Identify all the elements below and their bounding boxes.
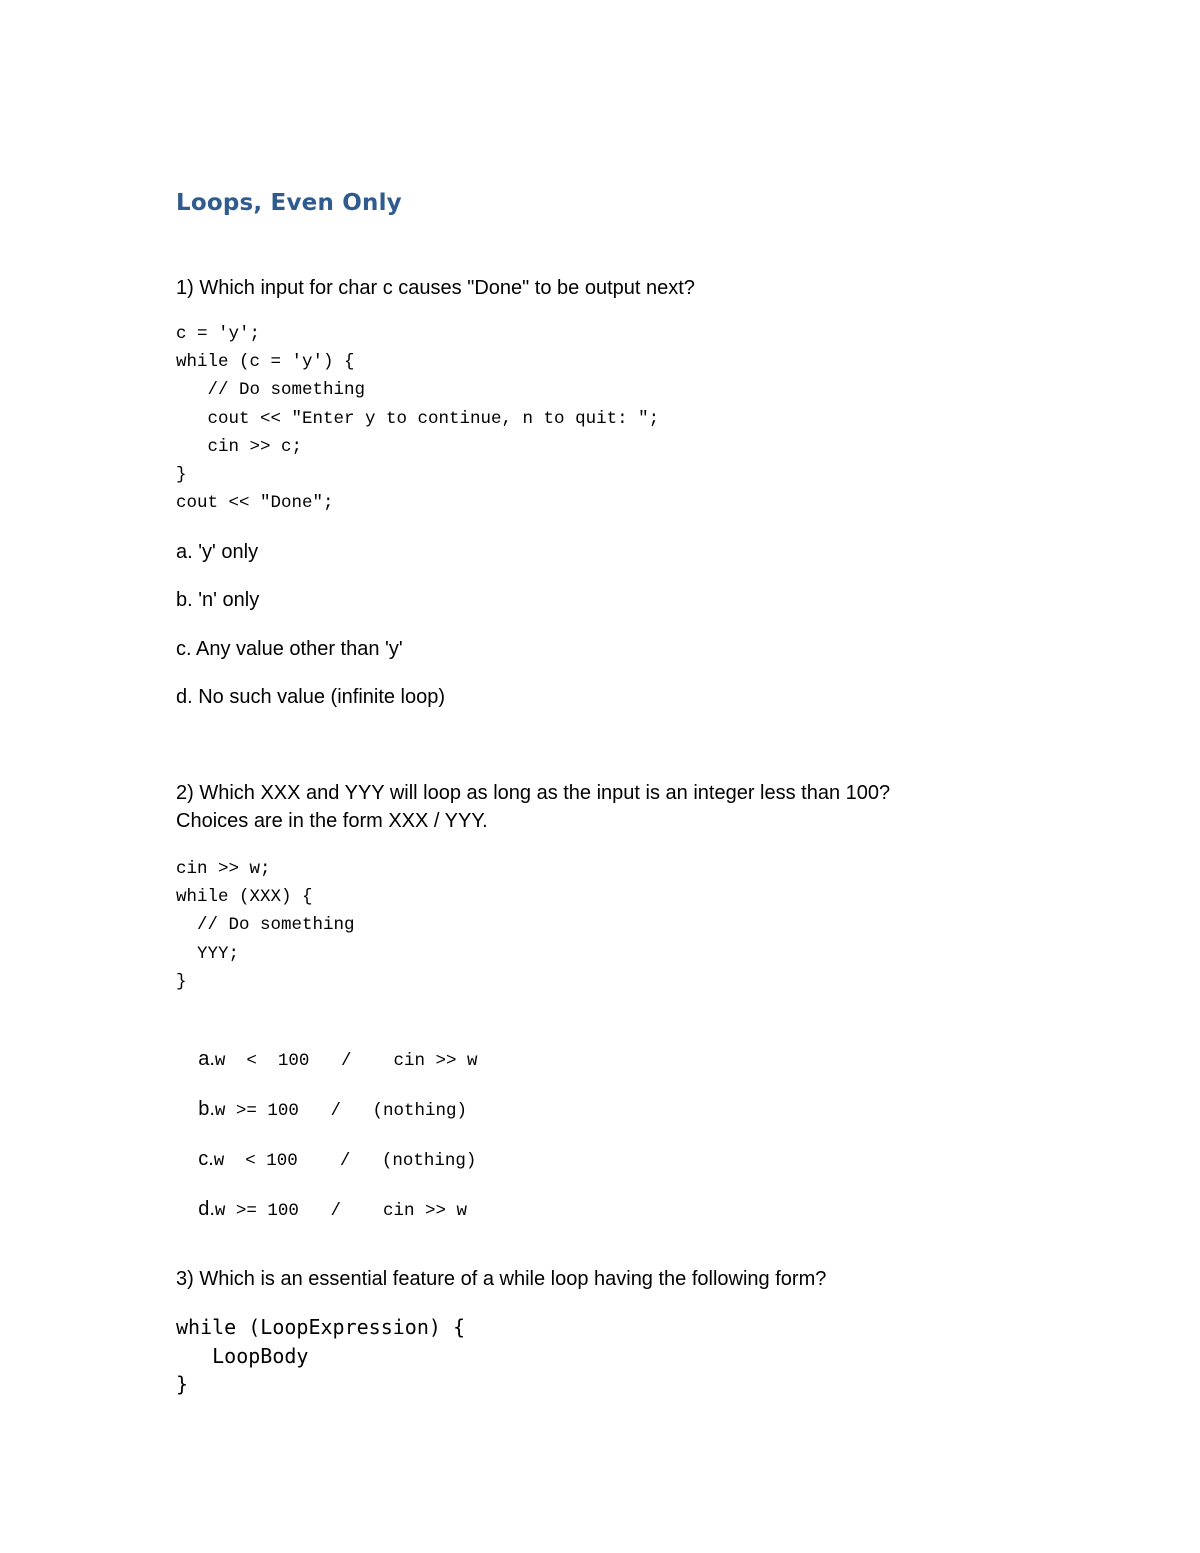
question-1-choice-a: a. 'y' only: [176, 541, 259, 563]
question-1-choice-b: b. 'n' only: [176, 589, 260, 611]
page-title: Loops, Even Only: [176, 190, 402, 216]
question-1-choice-c: c. Any value other than 'y': [176, 638, 403, 660]
choice-letter: b.: [198, 1098, 215, 1120]
question-1-prompt: 1) Which input for char c causes "Done" to be output next?: [176, 277, 695, 299]
question-3-code: while (LoopExpression) { LoopBody }: [176, 1315, 465, 1396]
choice-code: w >= 100 / (nothing): [214, 1101, 467, 1121]
choice-code: w < 100 / cin >> w: [214, 1051, 478, 1071]
choice-code: w >= 100 / cin >> w: [214, 1201, 467, 1221]
choice-letter: d.: [198, 1198, 215, 1220]
choice-letter: a.: [198, 1048, 215, 1070]
choice-letter: c.: [198, 1148, 214, 1170]
choice-code: w < 100 / (nothing): [213, 1151, 477, 1171]
question-3-prompt: 3) Which is an essential feature of a while loop having the following form?: [176, 1268, 827, 1290]
question-1-code: c = 'y'; while (c = 'y') { // Do something cout << "Enter y to continue, n to quit: "; cin >> c; } cout << "Done";: [176, 324, 660, 514]
question-2-choice-d: [176, 1167, 467, 1253]
question-2-prompt: 2) Which XXX and YYY will loop as long as the input is an integer less than 100? Choices are in the form XXX / YYY.: [176, 782, 891, 832]
question-2-code: cin >> w; while (XXX) { // Do something YYY; }: [176, 859, 355, 992]
question-1-choice-d: d. No such value (infinite loop): [176, 686, 446, 708]
